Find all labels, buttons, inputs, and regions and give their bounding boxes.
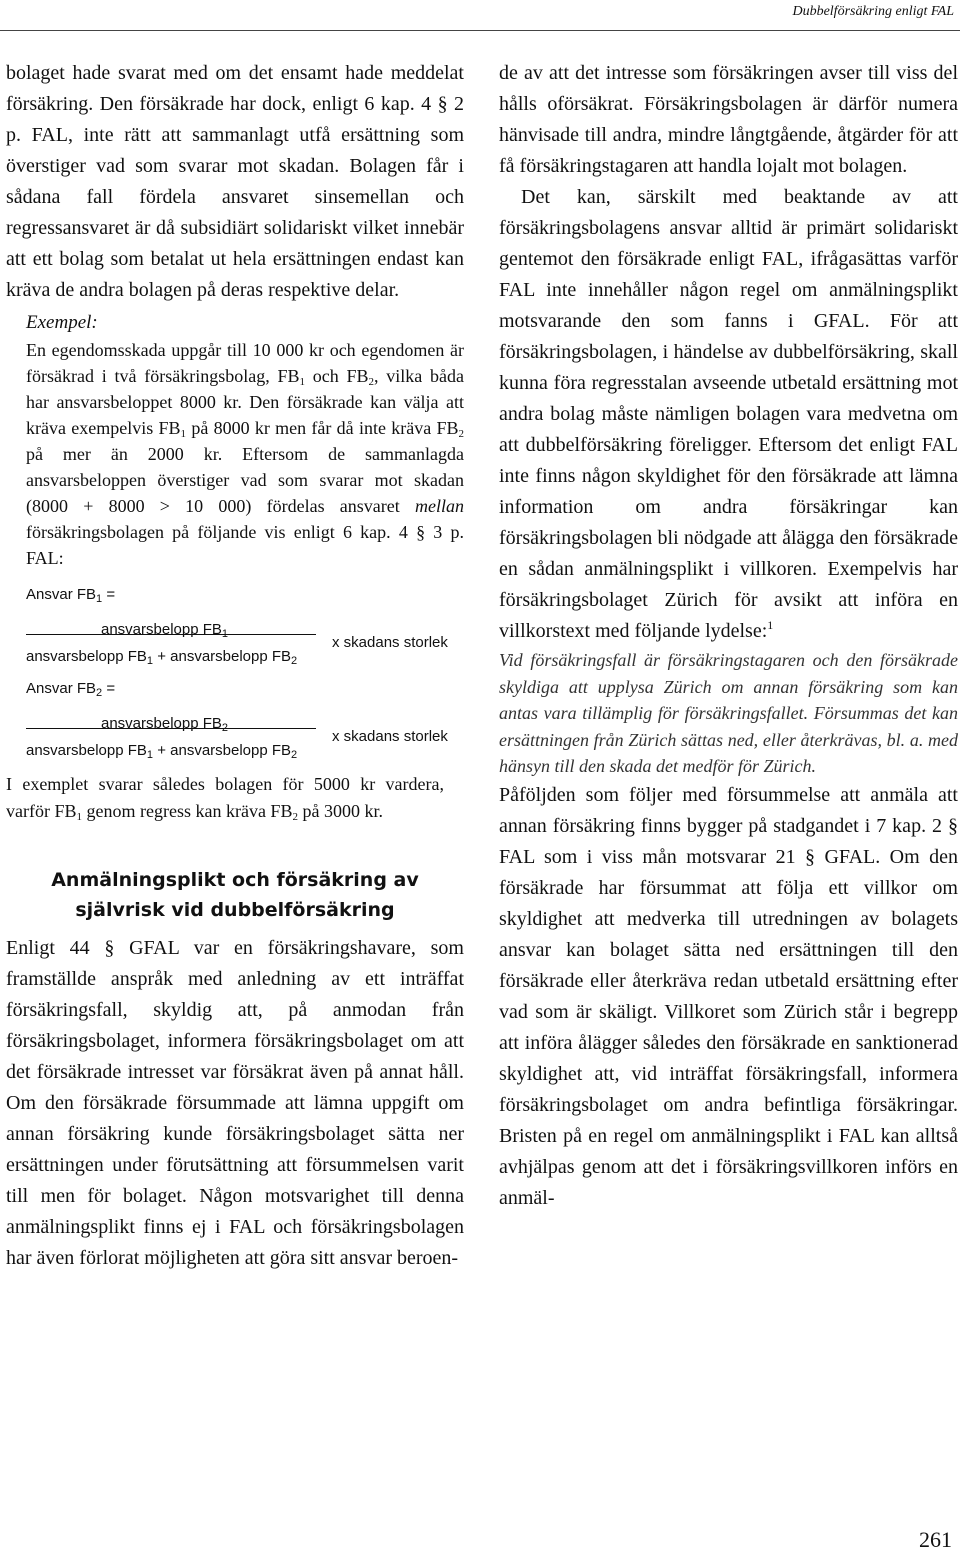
example-text: En egendomsskada uppgår till 10 000 kr och egendomen är försäkrad i två försäkringsbolag, $FB_1$ och $FB_2$, vilka båda har ansvarsbeloppet 8000 kr. Den försäkrade kan välja att kräva exempelvis $FB_1$ på 8000 kr men får då inte kräva $FB_2$ på mer än 2000 kr. Eftersom de sammanlagda ansvarsbeloppen överstiger vad som svarar mot skadan (8000 + 8000 > 10 000) fördelas ansvaret mellan försäkringsbolagen på följande vis enligt 6 kap. 4 § 3 p. FAL: [26,340,464,568]
example-label: Exempel: [26,312,98,333]
formula-multiplier: x skadans storlek [332,728,448,745]
body-paragraph: Det kan, särskilt med beaktande av att försäkringsbolagens ansvar alltid är primärt solidariskt gentemot den försäkrade enligt FAL, ifrågasättas varför FAL inte innehåller någon regel om anmälningsplikt motsvarande den som fanns i GFAL. För att försäkringsbolagen, i händelse av dubbelförsäkring, skall kunna föra regresstalan avseende utbetald ersättning mot andra bolag måste nämligen bolagen vara medvetna om att dubbelförsäkring föreligger. Eftersom det enligt FAL inte finns någon skyldighet för den försäkrade att lämna information om andra försäkringar kan försäkringsbolagen bli nödgade att ålägga den försäkrade en sådan anmälningsplikt i villkoren. Exempelvis har försäkringsbolaget Zürich för avsikt att införa en villkorstext med följande lydelse:$^1$ [499,186,958,642]
right-column [499,58,958,1214]
running-title: Dubbelförsäkring enligt FAL [792,4,954,19]
fraction-bar [26,728,316,729]
example-result: I exemplet svarar således bolagen för 5000 kr vardera, varför $FB_1$ genom regress kan kräva $FB_2$ på 3000 kr. [6,774,444,823]
footnote-reference[interactable]: 1 [767,618,774,632]
formula-fb1 [26,613,464,669]
formula-numerator: ansvarsbelopp $FB_1$ [101,621,229,640]
body-paragraph: bolaget hade svarat med om det ensamt hade meddelat försäkring. Den försäkrade har dock, enligt 6 kap. 4 § 2 p. FAL, inte rätt att sammanlagt utfå ersättning som överstiger vad som svarar mot skadan. Bolagen får i sådana fall fördela ansvaret sinsemellan och regressansvaret är då subsidiärt solidariskt vilket innebär att ett bolag som betalat ut hela ersättningen endast kan kräva de andra bolagen på deras respektive delar. [6,62,464,301]
example-box [26,310,464,571]
formula-fb2 [26,707,464,763]
formula-denominator: ansvarsbelopp $FB_1$ + ansvarsbelopp $FB_2$ [26,742,298,761]
formula-fb2-heading: Ansvar $FB_2$ = [26,680,116,699]
formula-multiplier: x skadans storlek [332,634,448,651]
body-paragraph: de av att det intresse som försäkringen avser till viss del hålls oförsäkrat. Försäkringsbolagen är därför numera hänvisade till andra, mindre långtgående, åtgärder för att få försäkringstagaren att handla lojalt mot bolagen. [499,62,958,177]
section-heading: Anmälningsplikt och försäkring av självrisk vid dubbelförsäkring [51,869,419,921]
page-number: 261 [919,1527,952,1552]
left-column [6,58,464,1274]
formula-numerator: ansvarsbelopp $FB_2$ [101,715,229,734]
body-paragraph: Påföljden som följer med försummelse att anmäla att annan försäkring finns bygger på stadgandet i 7 kap. 2 § FAL som i viss mån motsvarar 21 § GFAL. Om den försäkrade har försummat att följa ett villkor om skyldighet att medverka till utredningen av bolagets ansvar kan bolaget sätta ned ersättningen till den försäkrade eller återkräva redan utbetald ersättning efter vad som är skäligt. Villkoret som Zürich står i begrepp att införa ålägger således den försäkrade en sanktionerad skyldighet att, vid inträffat försäkringsfall, informera försäkringsbolaget om andra befintliga försäkringar. Bristen på en regel om anmälningsplikt i FAL kan alltså avhjälpas genom att det i försäkringsvillkoren införs en anmäl- [499,783,958,1209]
fraction-bar [26,634,316,635]
body-paragraph: Enligt 44 § GFAL var en försäkringshavare, som framställde anspråk med anledning av ett inträffat försäkringsfall, skyldig att, på anmodan från försäkringsbolaget, informera försäkringsbolaget om att det försäkrade intresset var försäkrat även på annat håll. Om den försäkrade försummade att lämna uppgift om annan försäkring kunde försäkringsbolaget sätta ner ersättningen under förutsättning att försummelsen varit till men för bolaget. Någon motsvarighet till denna anmälningsplikt finns ej i FAL och försäkringsbolagen har även förlorat möjligheten att göra sitt ansvar beroen- [6,937,464,1269]
running-header [0,0,960,31]
formula-section [26,583,464,763]
formula-denominator: ansvarsbelopp $FB_1$ + ansvarsbelopp $FB_2$ [26,648,298,667]
formula-fb1-heading: Ansvar $FB_1$ = [26,586,116,605]
block-quote: Vid försäkringsfall är försäkringstagaren och den försäkrade skyldiga att upplysa Zürich om annan försäkring som kan antas vara tillämplig för försäkringsfallet. Försummas det kan ersättningen från Zürich sättas ned, eller återkrävas, bl. a. med hänsyn till den skada det medför för Zürich. [499,650,958,776]
